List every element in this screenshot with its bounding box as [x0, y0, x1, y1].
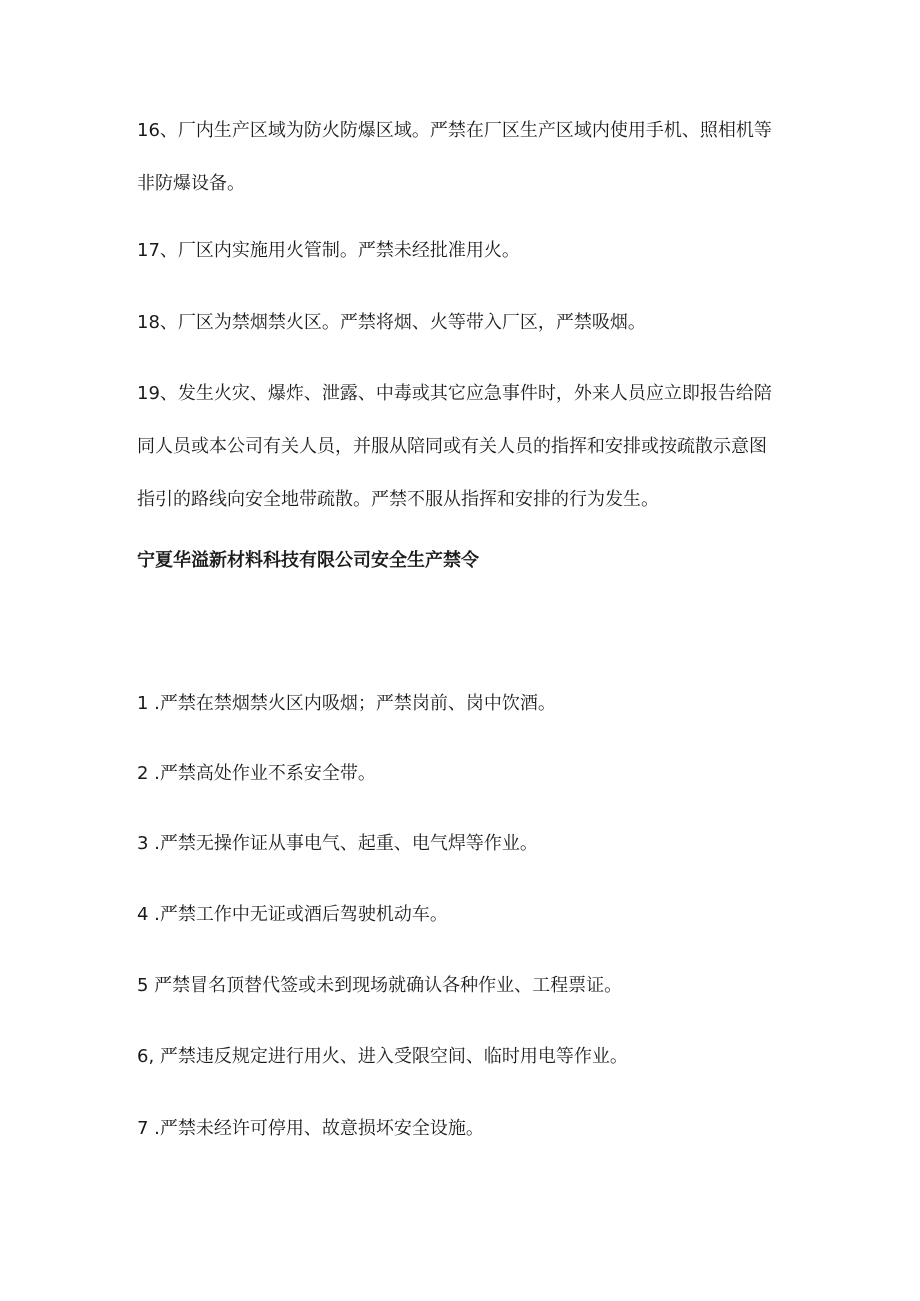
prohibition-item: 4 .严禁工作中无证或酒后驾驶机动车。 — [137, 904, 448, 925]
rule-line: 16、厂内生产区域为防火防爆区域。严禁在厂区生产区域内使用手机、照相机等 — [137, 120, 772, 141]
rule-line: 同人员或本公司有关人员，并服从陪同或有关人员的指挥和安排或按疏散示意图 — [137, 436, 767, 457]
prohibition-item: 6, 严禁违反规定进行用火、进入受限空间、临时用电等作业。 — [137, 1046, 628, 1067]
prohibition-item: 7 .严禁未经许可停用、故意损坏安全设施。 — [137, 1118, 484, 1139]
section-title: 宁夏华溢新材料科技有限公司安全生产禁令 — [137, 550, 479, 571]
prohibition-item: 2 .严禁高处作业不系安全带。 — [137, 763, 376, 784]
rule-19 — [137, 367, 797, 526]
prohibition-item: 3 .严禁无操作证从事电气、起重、电气焊等作业。 — [137, 833, 538, 854]
prohibition-item: 1 .严禁在禁烟禁火区内吸烟；严禁岗前、岗中饮酒。 — [137, 693, 556, 714]
rule-18 — [137, 296, 797, 349]
prohibition-item: 5 严禁冒名顶替代签或未到现场就确认各种作业、工程票证。 — [137, 975, 623, 996]
rule-line: 非防爆设备。 — [137, 173, 245, 194]
rule-line: 18、厂区为禁烟禁火区。严禁将烟、火等带入厂区，严禁吸烟。 — [137, 312, 646, 333]
rule-17 — [137, 224, 797, 277]
rule-line: 17、厂区内实施用火管制。严禁未经批准用火。 — [137, 240, 520, 261]
rule-line: 指引的路线向安全地带疏散。严禁不服从指挥和安排的行为发生。 — [137, 489, 659, 510]
rule-line: 19、发生火灾、爆炸、泄露、中毒或其它应急事件时，外来人员应立即报告给陪 — [137, 383, 772, 404]
rule-16 — [137, 104, 797, 210]
